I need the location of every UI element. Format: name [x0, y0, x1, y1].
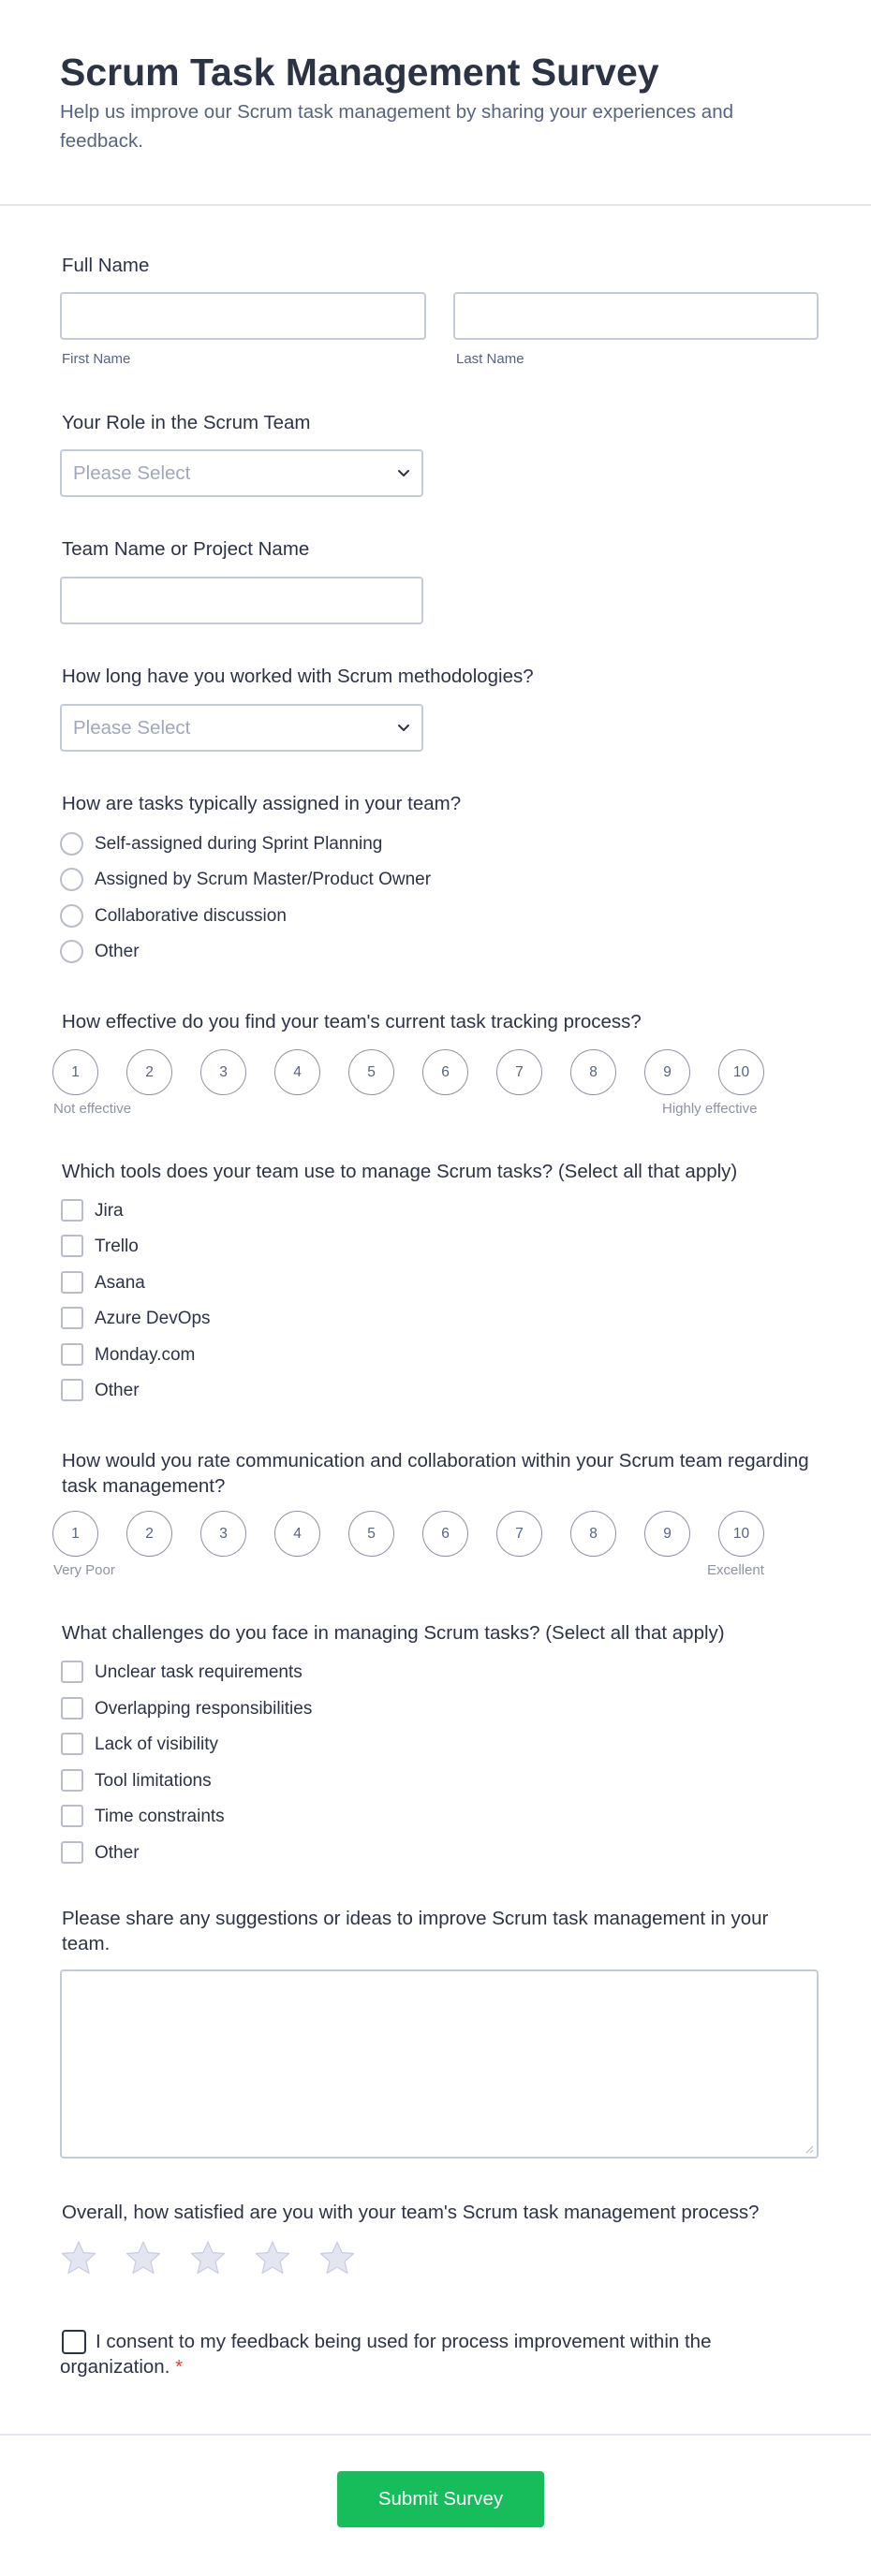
checkbox-option-label: Lack of visibility — [95, 1734, 218, 1754]
star-rating — [60, 2239, 397, 2280]
radio-option-label: Self-assigned during Sprint Planning — [95, 834, 383, 854]
checkbox-option-label: Asana — [95, 1273, 145, 1293]
radio-button[interactable] — [60, 904, 83, 928]
checkbox[interactable] — [61, 1379, 83, 1401]
checkbox-option[interactable] — [60, 1305, 716, 1333]
checkbox[interactable] — [61, 1805, 83, 1827]
checkbox-option-label: Unclear task requirements — [95, 1662, 303, 1682]
role-dropdown[interactable] — [60, 449, 423, 497]
scrum-duration-label: How long have you worked with Scrum methodologies? — [62, 666, 534, 687]
scale-option[interactable]: 1 — [52, 1511, 98, 1557]
checkbox-option-label: Azure DevOps — [95, 1309, 211, 1328]
checkbox[interactable] — [61, 1733, 83, 1755]
checkbox-option[interactable] — [60, 1767, 716, 1795]
radio-button[interactable] — [60, 940, 83, 963]
scale-option[interactable]: 4 — [274, 1511, 320, 1557]
checkbox-option[interactable] — [60, 1731, 716, 1759]
first-name-input[interactable] — [60, 292, 426, 340]
scale-option[interactable]: 9 — [644, 1511, 690, 1557]
checkbox[interactable] — [61, 1199, 83, 1222]
scale-option[interactable]: 7 — [496, 1511, 542, 1557]
full-name-label: Full Name — [62, 255, 150, 276]
scale-option[interactable]: 8 — [570, 1511, 616, 1557]
consent-label — [60, 2329, 772, 2379]
checkbox-option-label: Time constraints — [95, 1807, 225, 1826]
radio-option-label: Collaborative discussion — [95, 906, 287, 926]
scrum-duration-selected-value: Please Select — [73, 717, 191, 739]
effectiveness-label: How effective do you find your team's current task tracking process? — [62, 1011, 642, 1032]
scale-option[interactable]: 5 — [348, 1049, 394, 1095]
chevron-down-icon — [395, 464, 412, 481]
form-header — [0, 0, 871, 206]
scale-option[interactable]: 10 — [718, 1049, 764, 1095]
checkbox-option-label: Trello — [95, 1237, 139, 1256]
scale-option[interactable]: 6 — [422, 1511, 468, 1557]
checkbox[interactable] — [61, 1235, 83, 1257]
satisfaction-label: Overall, how satisfied are you with your team's Scrum task management process? — [62, 2202, 760, 2223]
checkbox[interactable] — [61, 1697, 83, 1720]
required-marker: * — [175, 2356, 184, 2378]
scale-option[interactable]: 2 — [126, 1511, 172, 1557]
checkbox-option-label: Overlapping responsibilities — [95, 1699, 313, 1719]
checkbox-option-label: Jira — [95, 1201, 124, 1221]
checkbox-option[interactable] — [60, 1695, 716, 1723]
scale-max-label: Highly effective — [662, 1101, 758, 1117]
scrum-duration-dropdown[interactable] — [60, 704, 423, 752]
checkbox-option-label: Other — [95, 1843, 140, 1863]
suggestions-textarea[interactable] — [60, 1969, 819, 2159]
checkbox-option[interactable] — [60, 1803, 716, 1831]
form-title: Scrum Task Management Survey — [60, 51, 659, 94]
checkbox-option[interactable] — [60, 1839, 716, 1867]
scale-option[interactable]: 5 — [348, 1511, 394, 1557]
first-name-sublabel: First Name — [62, 351, 131, 367]
checkbox[interactable] — [61, 1841, 83, 1864]
suggestions-label: Please share any suggestions or ideas to improve Scrum task management in your team. — [62, 1908, 769, 1954]
last-name-input[interactable] — [453, 292, 819, 340]
team-name-input[interactable] — [60, 577, 423, 624]
radio-option[interactable] — [60, 830, 716, 858]
checkbox-option[interactable] — [60, 1197, 716, 1225]
checkbox[interactable] — [61, 1271, 83, 1294]
checkbox[interactable] — [61, 1307, 83, 1329]
tools-label: Which tools does your team use to manage Scrum tasks? (Select all that apply) — [62, 1161, 738, 1182]
checkbox-option[interactable] — [60, 1377, 716, 1405]
role-label: Your Role in the Scrum Team — [62, 412, 311, 433]
scale-option[interactable]: 4 — [274, 1049, 320, 1095]
radio-button[interactable] — [60, 868, 83, 891]
checkbox-option[interactable] — [60, 1341, 716, 1369]
resize-grip-icon[interactable] — [805, 2144, 814, 2154]
radio-option-label: Assigned by Scrum Master/Product Owner — [95, 870, 432, 889]
radio-option-label: Other — [95, 942, 140, 961]
task-assignment-label: How are tasks typically assigned in your team? — [62, 793, 462, 814]
checkbox[interactable] — [61, 1343, 83, 1366]
scale-min-label: Very Poor — [53, 1562, 115, 1578]
checkbox[interactable] — [61, 1661, 83, 1683]
scale-option[interactable]: 6 — [422, 1049, 468, 1095]
scale-option[interactable]: 8 — [570, 1049, 616, 1095]
checkbox-option-label: Monday.com — [95, 1345, 196, 1365]
communication-label: How would you rate communication and collaboration within your Scrum team regarding task management? — [62, 1450, 809, 1497]
last-name-sublabel: Last Name — [456, 351, 524, 367]
radio-option[interactable] — [60, 938, 716, 966]
scale-max-label: Excellent — [707, 1562, 764, 1578]
role-selected-value: Please Select — [73, 462, 191, 484]
star-icon[interactable] — [318, 2239, 356, 2276]
star-icon[interactable] — [254, 2239, 291, 2276]
checkbox-option[interactable] — [60, 1269, 716, 1297]
checkbox-option-label: Other — [95, 1381, 140, 1400]
chevron-down-icon — [395, 719, 412, 736]
radio-option[interactable] — [60, 866, 716, 894]
submit-button[interactable]: Submit Survey — [337, 2471, 544, 2527]
checkbox-option[interactable] — [60, 1659, 716, 1687]
communication-scale — [52, 1511, 774, 1558]
scale-min-label: Not effective — [53, 1101, 132, 1117]
radio-option[interactable] — [60, 902, 716, 930]
scale-option[interactable]: 2 — [126, 1049, 172, 1095]
team-name-label: Team Name or Project Name — [62, 538, 310, 560]
effectiveness-scale — [52, 1049, 774, 1096]
scale-option[interactable]: 9 — [644, 1049, 690, 1095]
star-icon[interactable] — [125, 2239, 162, 2276]
star-icon[interactable] — [189, 2239, 227, 2276]
scale-option[interactable]: 10 — [718, 1511, 764, 1557]
checkbox[interactable] — [61, 1769, 83, 1792]
checkbox-option-label: Tool limitations — [95, 1771, 212, 1791]
scale-option[interactable]: 1 — [52, 1049, 98, 1095]
form-subtitle: Help us improve our Scrum task management by sharing your experiences and feedback. — [60, 101, 733, 152]
scale-option[interactable]: 3 — [200, 1049, 246, 1095]
checkbox-option[interactable] — [60, 1233, 716, 1261]
star-icon[interactable] — [60, 2239, 97, 2276]
challenges-label: What challenges do you face in managing Scrum tasks? (Select all that apply) — [62, 1622, 725, 1644]
radio-button[interactable] — [60, 832, 83, 856]
scale-option[interactable]: 7 — [496, 1049, 542, 1095]
consent-text: I consent to my feedback being used for process improvement within the organization. — [60, 2331, 712, 2378]
scale-option[interactable]: 3 — [200, 1511, 246, 1557]
